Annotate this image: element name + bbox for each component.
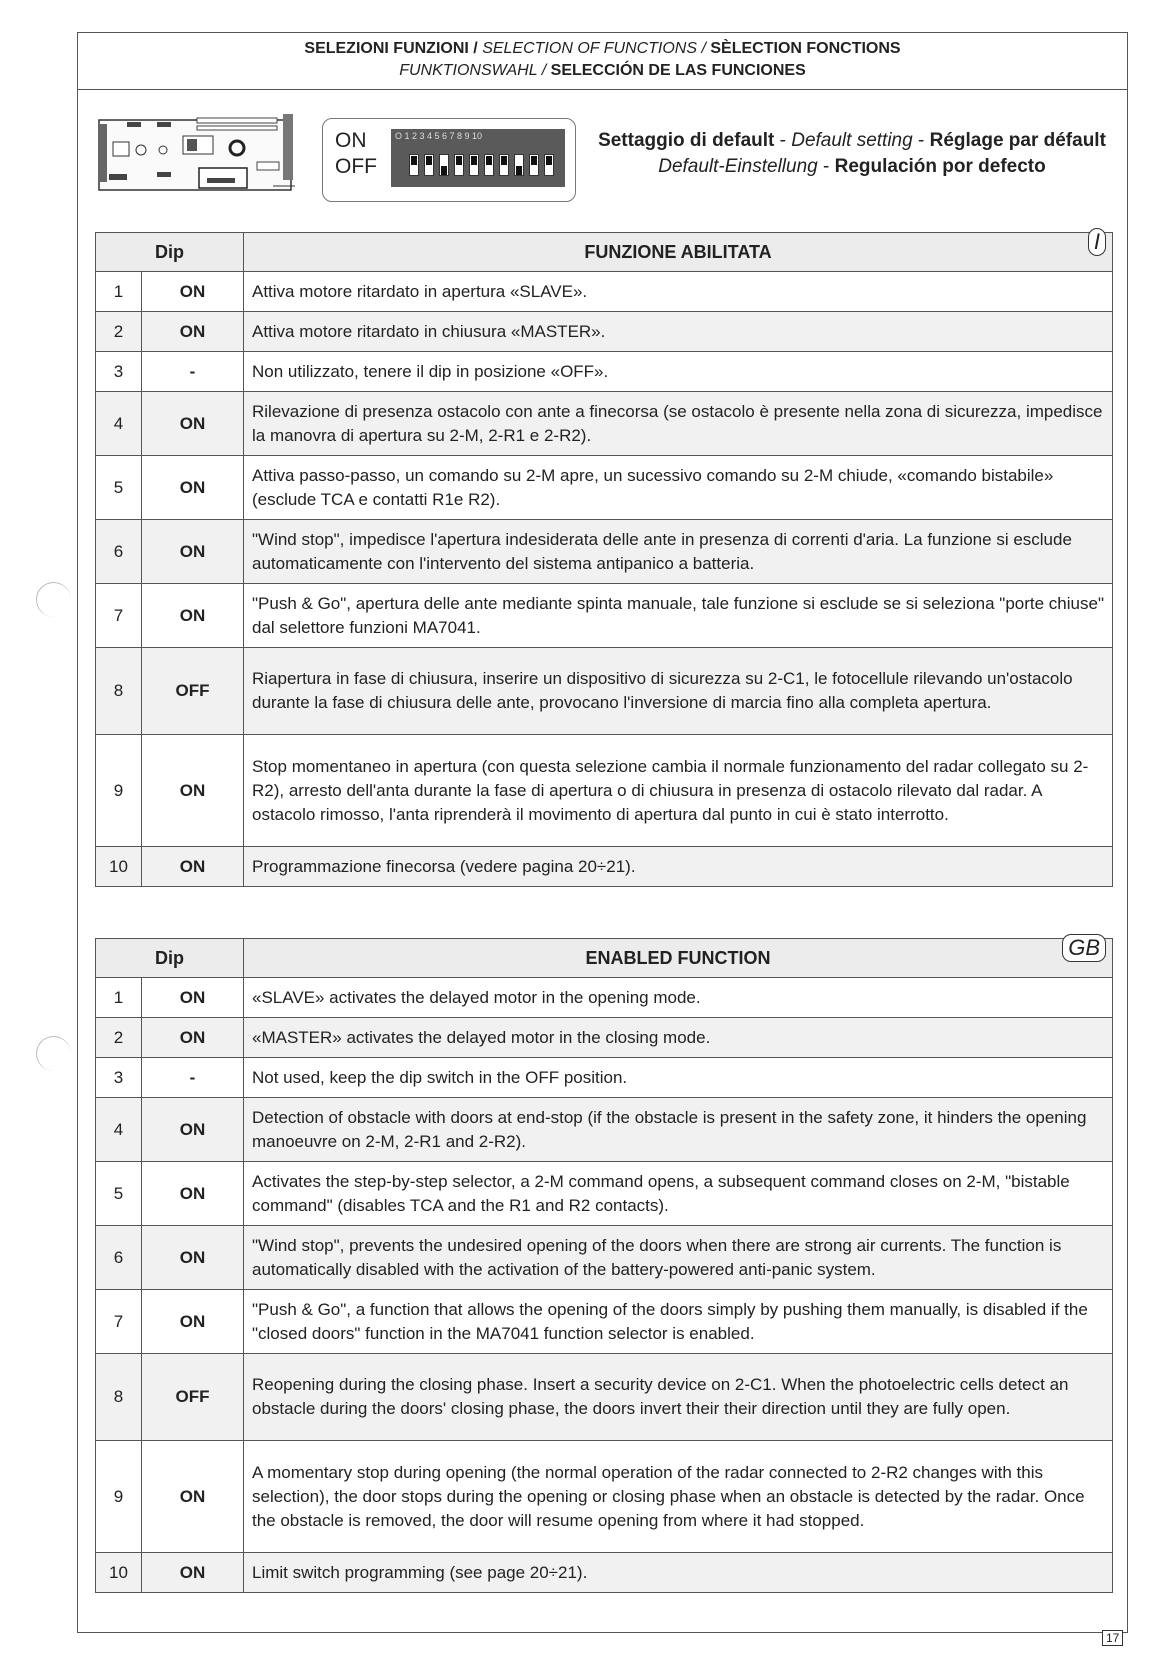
dip-number: 7 xyxy=(96,584,142,648)
dip-state: OFF xyxy=(142,648,244,735)
function-description: "Wind stop", prevents the undesired opening of the doors when there are strong air currents. The function is automatically disabled with the activation of the battery-powered anti-panic system. xyxy=(244,1226,1113,1290)
function-description: Programmazione finecorsa (vedere pagina 20÷21). xyxy=(244,847,1113,887)
dip-state: ON xyxy=(142,456,244,520)
sep: - xyxy=(912,130,930,151)
table-row xyxy=(96,312,1113,352)
dip-state: ON xyxy=(142,847,244,887)
dip-number: 5 xyxy=(96,456,142,520)
dip-number: 3 xyxy=(96,352,142,392)
dip-state: ON xyxy=(142,1018,244,1058)
dip-number: 6 xyxy=(96,520,142,584)
col-function xyxy=(244,228,1113,272)
table-row xyxy=(96,352,1113,392)
dip-switch-default xyxy=(322,118,576,202)
table-row xyxy=(96,1058,1113,1098)
dip-on-label: ON xyxy=(335,129,367,152)
function-description: «SLAVE» activates the delayed motor in the opening mode. xyxy=(244,978,1113,1018)
function-description: Rilevazione di presenza ostacolo con ante a finecorsa (se ostacolo è presente nella zona di sicurezza, impedisce la manovra di apertura su 2-M, 2-R1 e 2-R2). xyxy=(244,392,1113,456)
dip-number: 2 xyxy=(96,1018,142,1058)
col-dip: Dip xyxy=(96,939,244,978)
table-row xyxy=(96,584,1113,648)
dip-switch-8 xyxy=(514,154,524,176)
dip-state: ON xyxy=(142,584,244,648)
dip-switch-knob xyxy=(501,156,507,165)
default-en: Default setting xyxy=(791,130,913,151)
dip-state: ON xyxy=(142,520,244,584)
dip-switch-4 xyxy=(454,154,464,176)
dip-switch-5 xyxy=(469,154,479,176)
default-es: Regulación por defecto xyxy=(834,156,1046,177)
dip-state: ON xyxy=(142,1162,244,1226)
function-description: Activates the step-by-step selector, a 2-M command opens, a subsequent command closes on 2-M, "bistable command" (disables TCA and the R1 and R2 contacts). xyxy=(244,1162,1113,1226)
dip-switch-knob xyxy=(531,156,537,165)
dip-state: - xyxy=(142,352,244,392)
flag-italian: I xyxy=(1088,228,1106,256)
dip-switch-7 xyxy=(499,154,509,176)
header-en: SELECTION OF FUNCTIONS / xyxy=(482,40,706,57)
table-row xyxy=(96,735,1113,847)
table-row xyxy=(96,272,1113,312)
table-row xyxy=(96,392,1113,456)
dip-switch-knob xyxy=(516,166,522,175)
function-description: Limit switch programming (see page 20÷21). xyxy=(244,1553,1113,1593)
dip-number: 6 xyxy=(96,1226,142,1290)
dip-switch-3 xyxy=(439,154,449,176)
dip-switch-knob xyxy=(426,156,432,165)
sep: - xyxy=(817,156,835,177)
dip-number: 2 xyxy=(96,312,142,352)
function-description: Attiva passo-passo, un comando su 2-M apre, un sucessivo comando su 2-M chiude, «comando bistabile» (esclude TCA e contatti R1e R2). xyxy=(244,456,1113,520)
dip-switch-9 xyxy=(529,154,539,176)
dip-number: 4 xyxy=(96,392,142,456)
table-row xyxy=(96,978,1113,1018)
header-de: FUNKTIONSWAHL / xyxy=(399,62,547,79)
default-de: Default-Einstellung xyxy=(658,156,818,177)
flag-english: GB xyxy=(1062,934,1106,962)
dip-switch-knob xyxy=(546,156,552,165)
dip-state: OFF xyxy=(142,1354,244,1441)
default-it: Settaggio di default xyxy=(598,130,775,151)
function-description: Not used, keep the dip switch in the OFF position. xyxy=(244,1058,1113,1098)
function-description: Attiva motore ritardato in chiusura «MASTER». xyxy=(244,312,1113,352)
dip-number: 8 xyxy=(96,648,142,735)
col-function-label: ENABLED FUNCTION xyxy=(585,947,771,968)
dip-number: 3 xyxy=(96,1058,142,1098)
dip-number: 10 xyxy=(96,1553,142,1593)
table-row xyxy=(96,1226,1113,1290)
dip-switch-knob xyxy=(456,156,462,165)
dip-state: ON xyxy=(142,312,244,352)
col-function xyxy=(244,934,1113,978)
dip-number: 9 xyxy=(96,1441,142,1553)
table-english xyxy=(95,934,1113,1593)
dip-switch-strip xyxy=(391,129,565,187)
col-function-label: FUNZIONE ABILITATA xyxy=(584,241,772,262)
dip-switch-6 xyxy=(484,154,494,176)
dip-switch-knob xyxy=(441,166,447,175)
page-header xyxy=(77,32,1128,90)
dip-numbers: O 1 2 3 4 5 6 7 8 9 10 xyxy=(395,131,483,141)
default-fr: Réglage par défault xyxy=(929,130,1106,151)
function-description: Detection of obstacle with doors at end-stop (if the obstacle is present in the safety zone, it hinders the opening manoeuvre on 2-M, 2-R1 and 2-R2). xyxy=(244,1098,1113,1162)
punch-hole-bottom xyxy=(36,1036,71,1071)
dip-switch-10 xyxy=(544,154,554,176)
table-row xyxy=(96,1290,1113,1354)
function-description: "Push & Go", apertura delle ante mediante spinta manuale, tale funzione si esclude se si seleziona "porte chiuse" dal selettore funzioni MA7041. xyxy=(244,584,1113,648)
dip-state: ON xyxy=(142,735,244,847)
table-row xyxy=(96,648,1113,735)
dip-switch-knob xyxy=(411,156,417,165)
header-es: SELECCIÓN DE LAS FUNCIONES xyxy=(550,62,806,79)
dip-state: ON xyxy=(142,392,244,456)
dip-off-label: OFF xyxy=(335,155,377,178)
dip-state: - xyxy=(142,1058,244,1098)
table-row xyxy=(96,1018,1113,1058)
dip-number: 5 xyxy=(96,1162,142,1226)
function-description: A momentary stop during opening (the normal operation of the radar connected to 2-R2 changes with this selection), the door stops during the opening or closing phase when an obstacle is detected by the radar. Once the obstacle is removed, the door will resume opening from where it had stopped. xyxy=(244,1441,1113,1553)
table-row xyxy=(96,456,1113,520)
dip-number: 1 xyxy=(96,978,142,1018)
punch-hole-top xyxy=(36,582,71,617)
dip-switch-knob xyxy=(471,156,477,165)
table-row xyxy=(96,847,1113,887)
table-row xyxy=(96,1098,1113,1162)
function-description: «MASTER» activates the delayed motor in the closing mode. xyxy=(244,1018,1113,1058)
header-it: SELEZIONI FUNZIONI / xyxy=(304,40,478,57)
function-description: "Wind stop", impedisce l'apertura indesiderata delle ante in presenza di correnti d'aria. La funzione si esclude automaticamente con l'intervento del sistema antipanico a batteria. xyxy=(244,520,1113,584)
table-row xyxy=(96,1162,1113,1226)
dip-state: ON xyxy=(142,1098,244,1162)
table-italian xyxy=(95,228,1113,887)
table-row xyxy=(96,1441,1113,1553)
dip-number: 10 xyxy=(96,847,142,887)
default-setting-label xyxy=(582,128,1122,180)
header-fr: SÈLECTION FONCTIONS xyxy=(710,40,901,57)
function-description: "Push & Go", a function that allows the opening of the doors simply by pushing them manually, is disabled if the "closed doors" function in the MA7041 function selector is enabled. xyxy=(244,1290,1113,1354)
table-row xyxy=(96,1553,1113,1593)
dip-state: ON xyxy=(142,272,244,312)
table-row xyxy=(96,1354,1113,1441)
dip-state: ON xyxy=(142,1553,244,1593)
table-row xyxy=(96,520,1113,584)
dip-number: 9 xyxy=(96,735,142,847)
dip-state: ON xyxy=(142,978,244,1018)
dip-number: 4 xyxy=(96,1098,142,1162)
function-description: Stop momentaneo in apertura (con questa selezione cambia il normale funzionamento del radar collegato su 2-R2), arresto dell'anta durante la fase di apertura o di chiusura in presenza di ostacolo rilevato dal radar. A ostacolo rimosso, l'anta riprenderà il movimento di apertura dal punto in cui è stato interrotto. xyxy=(244,735,1113,847)
function-description: Non utilizzato, tenere il dip in posizione «OFF». xyxy=(244,352,1113,392)
dip-switch-2 xyxy=(424,154,434,176)
sep: - xyxy=(774,130,792,151)
function-description: Attiva motore ritardato in apertura «SLAVE». xyxy=(244,272,1113,312)
dip-state: ON xyxy=(142,1226,244,1290)
col-dip: Dip xyxy=(96,233,244,272)
dip-number: 1 xyxy=(96,272,142,312)
dip-switch-1 xyxy=(409,154,419,176)
function-description: Reopening during the closing phase. Insert a security device on 2-C1. When the photoelectric cells detect an obstacle during the doors' closing phase, the doors invert their their direction until they are fully open. xyxy=(244,1354,1113,1441)
dip-state: ON xyxy=(142,1441,244,1553)
function-description: Riapertura in fase di chiusura, inserire un dispositivo di sicurezza su 2-C1, le fotocellule rilevando un'ostacolo durante la fase di chiusura delle ante, provocano l'inversione di marcia fino alla completa apertura. xyxy=(244,648,1113,735)
dip-number: 8 xyxy=(96,1354,142,1441)
dip-number: 7 xyxy=(96,1290,142,1354)
dip-switch-knob xyxy=(486,156,492,165)
circuit-board-illustration xyxy=(97,112,295,194)
dip-state: ON xyxy=(142,1290,244,1354)
page-number: 17 xyxy=(1102,1630,1123,1646)
